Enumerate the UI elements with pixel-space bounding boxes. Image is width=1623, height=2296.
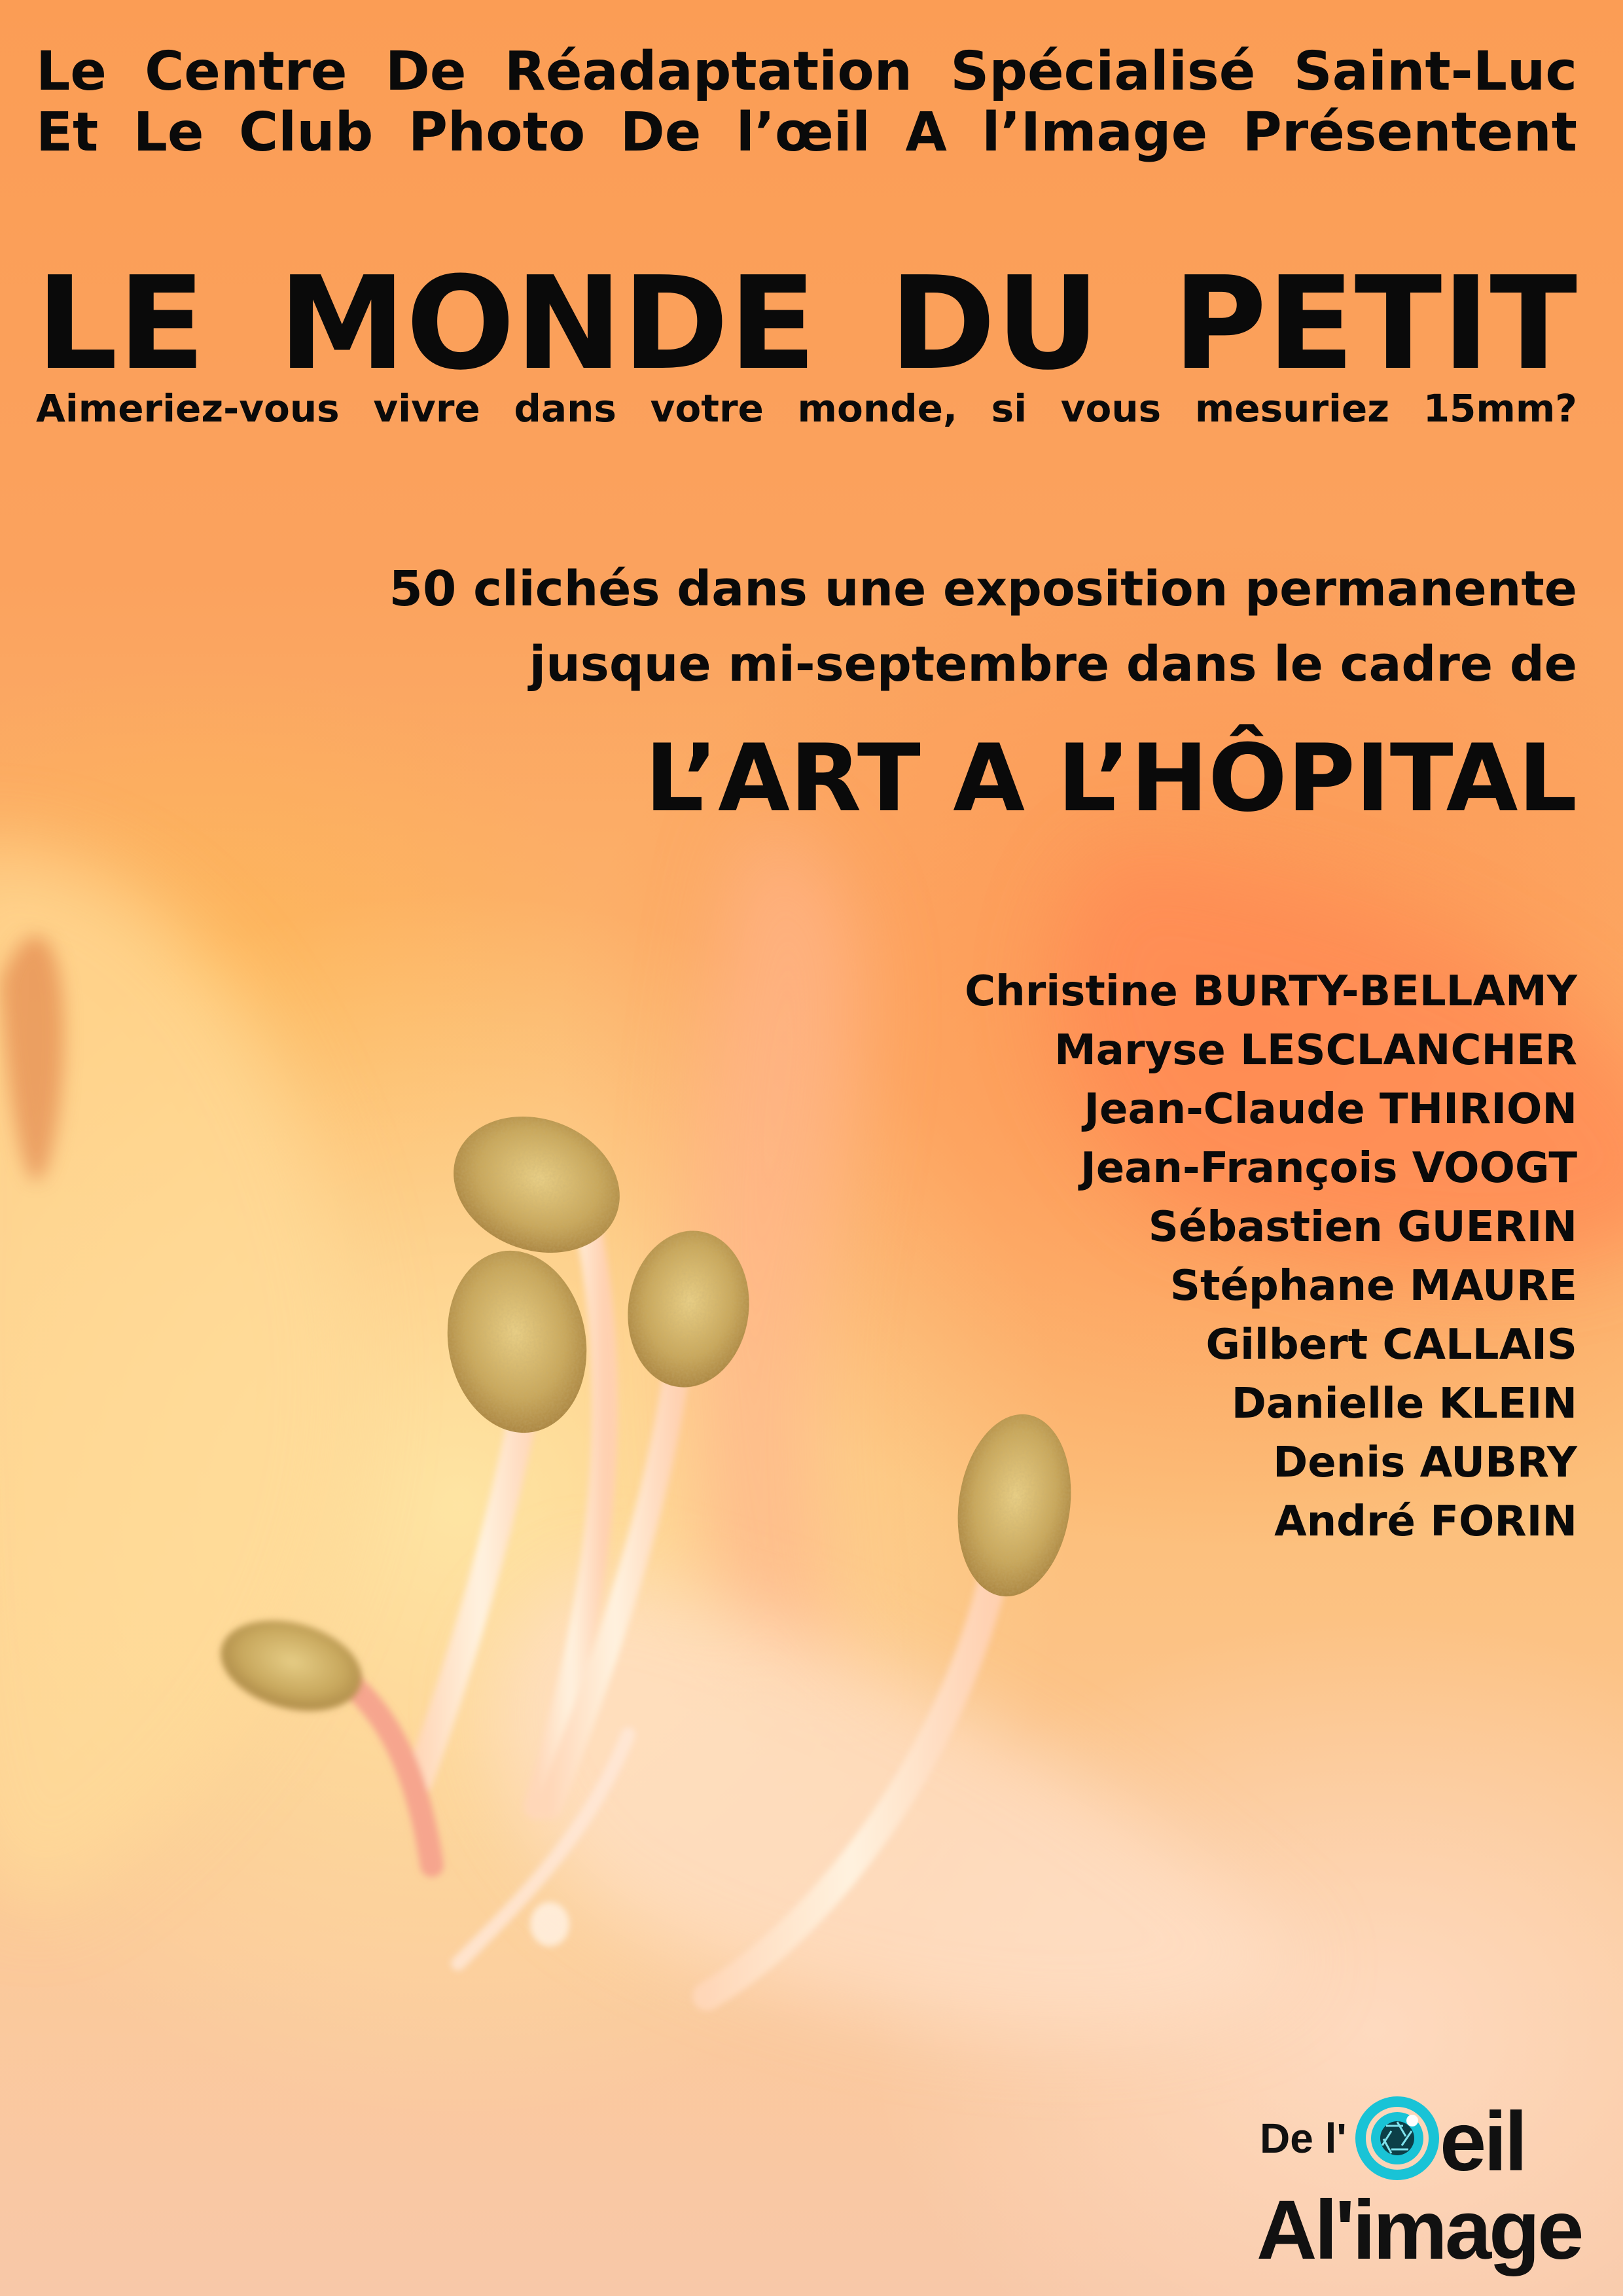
intro-line-1: Le Centre De Réadaptation Spécialisé Saint-Luc (36, 41, 1577, 103)
club-logo (1243, 2088, 1584, 2284)
artist-name: Gilbert CALLAIS (1205, 1321, 1577, 1369)
artist-name: Christine BURTY-BELLAMY (965, 967, 1577, 1016)
main-title: LE MONDE DU PETIT (36, 249, 1577, 399)
artist-name: André FORIN (1274, 1498, 1577, 1546)
artist-name: Maryse LESCLANCHER (1054, 1026, 1577, 1075)
camera-eye-icon (1355, 2096, 1440, 2181)
logo-bottom-text: Al'image (1257, 2183, 1582, 2277)
artist-name: Sébastien GUERIN (1148, 1203, 1577, 1251)
artist-list (965, 962, 1577, 1551)
intro-line-2: Et Le Club Photo De l’œil A l’Image Présentent (36, 101, 1577, 164)
artist-name: Jean-Claude THIRION (1084, 1085, 1577, 1134)
logo-prefix: De l' (1260, 2115, 1347, 2162)
exhibition-line-1: 50 clichés dans une exposition permanente (389, 561, 1577, 617)
tagline: Aimeriez-vous vivre dans votre monde, si vous mesuriez 15mm? (36, 386, 1577, 431)
exhibition-line-2: jusque mi-septembre dans le cadre de (529, 636, 1577, 692)
artist-name: Danielle KLEIN (1231, 1380, 1577, 1428)
artist-name: Jean-François VOOGT (1080, 1144, 1577, 1193)
artist-name: Stéphane MAURE (1169, 1262, 1577, 1310)
event-title: L’ART A L’HÔPITAL (645, 725, 1577, 833)
artist-name: Denis AUBRY (1273, 1439, 1577, 1487)
logo-word: eil (1440, 2095, 1525, 2189)
